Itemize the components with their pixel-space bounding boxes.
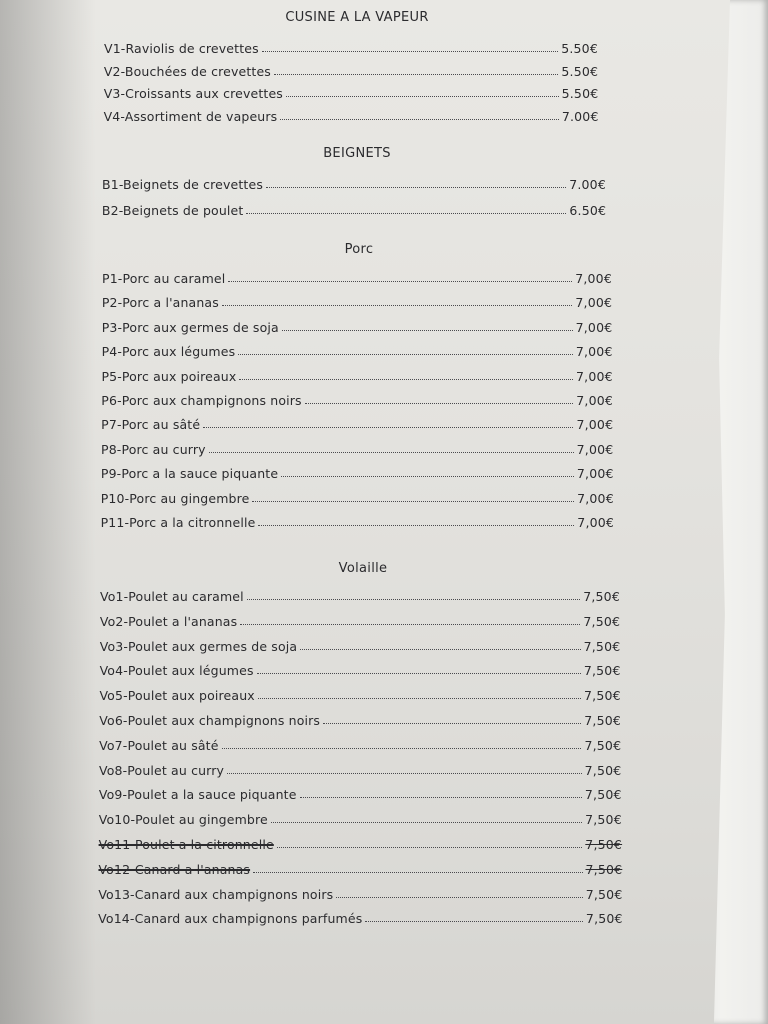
menu-item-name: P1-Porc au caramel <box>102 271 226 286</box>
menu-item-price: 7,50€ <box>584 688 621 704</box>
dot-leader <box>258 525 574 526</box>
menu-item <box>104 36 598 56</box>
dot-leader <box>203 427 573 428</box>
menu-item-price: 7,50€ <box>584 787 622 803</box>
dot-leader <box>253 872 582 873</box>
menu-item <box>101 461 614 481</box>
menu-item <box>99 733 621 753</box>
menu-item-price: 7,00€ <box>575 295 613 311</box>
menu-item <box>100 584 620 604</box>
menu-item-name: Vo7-Poulet au sâté <box>99 737 219 753</box>
menu-item-name: Vo13-Canard aux champignons noirs <box>98 886 334 902</box>
menu-item-name: B2-Beignets de poulet <box>101 203 244 218</box>
menu-item-name: P9-Porc a la sauce piquante <box>100 466 279 482</box>
menu-item-price: 7,50€ <box>584 737 622 753</box>
menu-item-price: 6.50€ <box>569 203 607 218</box>
menu-item <box>101 486 614 506</box>
dot-leader <box>282 330 573 331</box>
section-title: Porc <box>344 242 374 257</box>
menu-item-name: V1-Raviolis de crevettes <box>104 41 259 56</box>
menu-item <box>99 782 622 802</box>
menu-item <box>100 658 621 678</box>
dot-leader <box>280 119 559 120</box>
menu-item-name: V3-Croissants aux crevettes <box>103 86 283 101</box>
dot-leader <box>222 748 582 749</box>
menu-item <box>102 315 613 335</box>
menu-item-name: Vo11-Poulet a la citronnelle <box>98 837 274 852</box>
dot-leader <box>246 213 566 214</box>
menu-item <box>102 172 606 192</box>
menu-item <box>101 510 615 530</box>
menu-item-name: V4-Assortiment de vapeurs <box>103 108 278 124</box>
menu-item <box>101 412 613 432</box>
dot-leader <box>365 921 583 922</box>
menu-item-price: 7,50€ <box>585 837 623 852</box>
menu-item-name: B1-Beignets de crevettes <box>102 177 263 192</box>
menu-item-price: 7,50€ <box>583 638 621 654</box>
menu-item <box>99 683 620 703</box>
menu-item-price: 7,50€ <box>585 911 623 927</box>
menu-item-price: 7,50€ <box>584 762 622 778</box>
menu-item-name: P10-Porc au gingembre <box>100 490 250 506</box>
menu-item-name: Vo1-Poulet au caramel <box>100 589 244 604</box>
menu-item <box>101 364 612 384</box>
menu-item <box>104 104 599 124</box>
menu-item-name: Vo14-Canard aux champignons parfumés <box>98 911 363 927</box>
menu-item <box>98 906 623 926</box>
menu-item-price: 7,00€ <box>577 515 615 530</box>
menu-item-price: 7,50€ <box>583 663 621 679</box>
menu-item-name: P5-Porc aux poireaux <box>101 368 237 384</box>
menu-item-price: 7,50€ <box>584 713 622 728</box>
menu-item-name: P7-Porc au sâté <box>101 417 201 433</box>
menu-item-name: P3-Porc aux germes de soja <box>101 319 279 335</box>
section-title: CUSINE A LA VAPEUR <box>285 10 429 25</box>
menu-item-price: 7,50€ <box>583 589 620 604</box>
dot-leader <box>238 354 573 355</box>
section-title: BEIGNETS <box>323 146 391 161</box>
menu-item-price: 7,50€ <box>585 886 623 902</box>
menu-item-price: 7,00€ <box>575 271 612 286</box>
menu-item-price: 7,00€ <box>576 441 614 457</box>
dot-leader <box>247 599 580 600</box>
dot-leader <box>277 847 582 848</box>
dot-leader <box>336 897 582 898</box>
menu-item-price: 7.00€ <box>561 108 599 124</box>
menu-item <box>101 388 613 408</box>
menu-item-name: P6-Porc aux champignons noirs <box>101 393 302 408</box>
menu-item <box>104 81 599 101</box>
menu-item-name: Vo10-Poulet au gingembre <box>98 812 268 828</box>
menu-item <box>98 882 622 902</box>
menu-item-name: Vo5-Poulet aux poireaux <box>99 688 255 704</box>
dot-leader <box>240 624 580 625</box>
menu-item-price: 5.50€ <box>561 41 598 56</box>
menu-item-name: Vo4-Poulet aux légumes <box>99 663 254 679</box>
menu-item <box>99 758 621 778</box>
menu-item <box>101 437 613 457</box>
dot-leader <box>239 379 573 380</box>
menu-item-price: 5.50€ <box>561 63 599 79</box>
menu-item-price: 7,00€ <box>576 417 614 433</box>
menu-item-price: 7,00€ <box>576 466 614 482</box>
menu-item-price: 7,00€ <box>576 393 614 408</box>
menu-item-name: Vo12-Canard a l'ananas <box>98 861 251 877</box>
section-title: Volaille <box>338 561 388 576</box>
menu-item-name: Vo3-Poulet aux germes de soja <box>99 638 298 654</box>
menu-item-price: 5.50€ <box>561 86 599 101</box>
menu-item-price: 7,00€ <box>576 368 613 384</box>
menu-item <box>102 339 613 359</box>
dot-leader <box>258 698 581 699</box>
menu-item-name: Vo9-Poulet a la sauce piquante <box>98 787 297 803</box>
menu-item-name: V2-Bouchées de crevettes <box>103 63 271 79</box>
menu-item <box>99 832 623 852</box>
dot-leader <box>228 281 572 282</box>
menu-item <box>99 807 622 827</box>
dot-leader <box>305 403 574 404</box>
menu-item-price: 7,50€ <box>585 861 623 877</box>
menu-item <box>102 290 612 310</box>
dot-leader <box>222 305 573 306</box>
menu-item-price: 7,00€ <box>577 490 614 506</box>
menu-item-name: Vo8-Poulet au curry <box>99 762 225 778</box>
menu-item-price: 7,00€ <box>575 344 613 360</box>
menu-item <box>102 266 612 286</box>
dot-leader <box>262 51 558 52</box>
menu-item <box>98 857 622 877</box>
dot-leader <box>300 649 580 650</box>
menu-item-name: P11-Porc a la citronnelle <box>100 515 256 530</box>
menu-item-name: Vo2-Poulet a l'ananas <box>99 613 238 629</box>
dot-leader <box>300 797 582 798</box>
dot-leader <box>209 452 574 453</box>
menu-item-price: 7,50€ <box>585 812 622 828</box>
menu-item-name: Vo6-Poulet aux champignons noirs <box>99 713 321 728</box>
menu-item-price: 7,50€ <box>583 613 621 629</box>
menu-item-name: P2-Porc a l'ananas <box>101 295 219 311</box>
menu-item <box>100 634 621 654</box>
menu-item <box>100 609 620 629</box>
menu-item <box>99 708 621 728</box>
menu-item-name: P8-Porc au curry <box>101 441 206 457</box>
dot-leader <box>257 673 581 674</box>
dot-leader <box>227 773 582 774</box>
dot-leader <box>271 822 582 823</box>
dot-leader <box>274 74 558 75</box>
menu-item-price: 7.00€ <box>569 177 606 192</box>
dot-leader <box>281 476 574 477</box>
dot-leader <box>252 501 574 502</box>
dot-leader <box>286 96 559 97</box>
menu-item-name: P4-Porc aux légumes <box>101 344 236 360</box>
menu-item <box>104 59 598 79</box>
dot-leader <box>323 723 581 724</box>
menu-item-price: 7,00€ <box>575 319 613 335</box>
menu-item <box>102 198 606 218</box>
dot-leader <box>266 187 566 188</box>
